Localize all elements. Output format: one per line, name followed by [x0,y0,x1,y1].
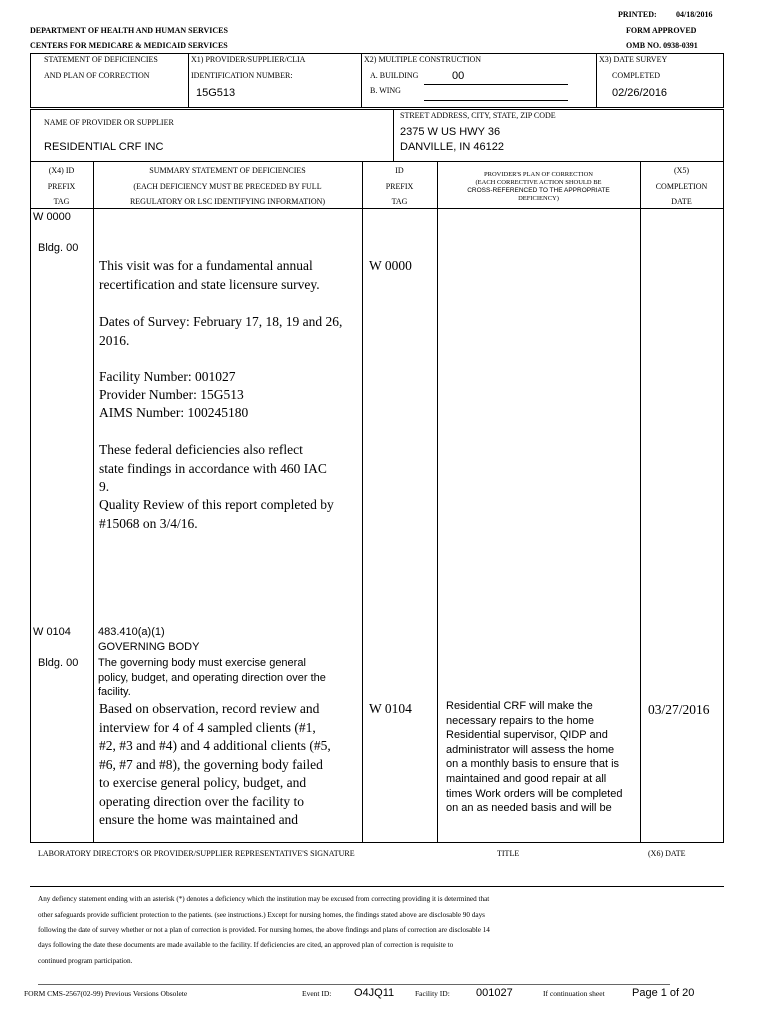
event-id-label: Event ID: [302,989,332,998]
event-id-value: O4JQ11 [354,987,395,999]
facility-id-value: 001027 [476,987,513,999]
summary-paragraph-2: Dates of Survey: February 17, 18, 19 and 26, 2016. [99,314,343,348]
facility-id-label: Facility ID: [415,989,450,998]
building-value: 00 [452,70,465,82]
summary-header: SUMMARY STATEMENT OF DEFICIENCIES (EACH DEFICIENCY MUST BE PRECEDED BY FULL REGULATORY OR LSC IDENTIFYING INFORMATION) [129,166,326,206]
signature-label: LABORATORY DIRECTOR'S OR PROVIDER/SUPPLIER REPRESENTATIVE'S SIGNATURE [38,849,355,858]
bldg-w0000: Bldg. 00 [38,242,79,254]
plan-header: PROVIDER'S PLAN OF CORRECTION (EACH CORRECTIVE ACTION SHOULD BE CROSS-REFERENCED TO THE APPROPRIATE DEFICIENCY) [467,171,610,202]
completion-date: 03/27/2016 [648,702,710,717]
address-line-1: 2375 W US HWY 36 [400,126,501,138]
disclaimer-line-1: Any defiency statement ending with an asterisk (*) denotes a deficiency which the institution may be excused from correcting providing it is determined that [38,895,490,903]
date-survey-value: 02/26/2016 [612,87,668,99]
summary-paragraph-4: These federal deficiencies also reflect state findings in accordance with 460 IAC 9. [99,442,327,494]
x6-date-label: (X6) DATE [648,849,686,858]
title-label: TITLE [497,849,520,858]
disclaimer-line-3: following the date of survey whether or not a plan of correction is provided. For nursing homes, the above findings and plans of correction are disclosable 14 [38,926,490,934]
plan-of-correction-text: Residential CRF will make the necessary repairs to the home Residential supervisor, QIDP and administrator will assess the home on a monthly basis to ensure that is maintained and good repair at all times Work orders will be completed on an as needed basis and will be [446,700,623,815]
facility-number: Facility Number: 001027 [99,369,236,384]
address-line-2: DANVILLE, IN 46122 [400,141,504,153]
tag-w0000: W 0000 [33,211,71,223]
tag-w0104: W 0104 [33,626,71,638]
disclaimer-line-2: other safeguards provide sufficient protection to the patients. (see instructions.) Except for nursing homes, the findings stated above are disclosable 90 days [38,911,485,919]
completed-label: COMPLETED [612,71,660,80]
omb-number: OMB NO. 0938-0391 [626,41,698,50]
address-label: STREET ADDRESS, CITY, STATE, ZIP CODE [400,111,556,120]
x4-header: (X4) ID PREFIX TAG [47,166,76,206]
provider-name-label: NAME OF PROVIDER OR SUPPLIER [44,118,174,127]
x5-header: (X5) COMPLETION DATE [655,166,708,206]
printed-date: 04/18/2016 [676,10,713,19]
form-number: FORM CMS-2567(02-99) Previous Versions Obsolete [24,989,188,998]
regulation-number: 483.410(a)(1) [98,626,165,638]
date-survey-label: X3) DATE SURVEY [599,55,668,64]
id-w0000: W 0000 [369,258,412,273]
disclaimer-line-5: continued program participation. [38,957,133,965]
id-prefix-header: ID PREFIX TAG [385,166,414,206]
provider-id-label-2: IDENTIFICATION NUMBER: [191,71,293,80]
regulation-requirement: The governing body must exercise general policy, budget, and operating direction over the facility. [98,657,326,698]
printed-label: PRINTED: [618,10,657,19]
regulation-title: GOVERNING BODY [98,641,200,653]
aims-number: AIMS Number: 100245180 [99,405,249,420]
statement-label-1: STATEMENT OF DEFICIENCIES [44,55,158,64]
summary-paragraph-5: Quality Review of this report completed by #15068 on 3/4/16. [99,497,334,531]
provider-id-value: 15G513 [196,87,236,99]
provider-number: Provider Number: 15G513 [99,387,244,402]
id-w0104: W 0104 [369,701,412,716]
summary-paragraph-1: This visit was for a fundamental annual recertification and state licensure survey. [99,258,320,292]
building-label: A. BUILDING [370,71,419,80]
page-number: Page 1 of 20 [632,987,695,999]
statement-label-2: AND PLAN OF CORRECTION [44,71,150,80]
form-approved: FORM APPROVED [626,26,697,35]
wing-label: B. WING [370,86,401,95]
disclaimer-line-4: days following the date these documents are made available to the facility. If deficiencies are cited, an approved plan of correction is requisite to [38,941,454,949]
multiple-construction-label: X2) MULTIPLE CONSTRUCTION [364,55,482,64]
provider-id-label-1: X1) PROVIDER/SUPPLIER/CLIA [191,55,306,64]
provider-name-value: RESIDENTIAL CRF INC [44,141,164,153]
bldg-w0104: Bldg. 00 [38,657,79,669]
department-name: DEPARTMENT OF HEALTH AND HUMAN SERVICES [30,26,228,35]
finding-text: Based on observation, record review and interview for 4 of 4 sampled clients (#1, #2, #3 and #4) and 4 additional clients (#5, #6, #7 and #8), the governing body failed to exercise general policy, budget, and operating direction over the facility to ensure the home was maintained and [99,701,331,827]
continuation-label: If continuation sheet [543,989,605,998]
centers-name: CENTERS FOR MEDICARE & MEDICAID SERVICES [30,41,228,50]
